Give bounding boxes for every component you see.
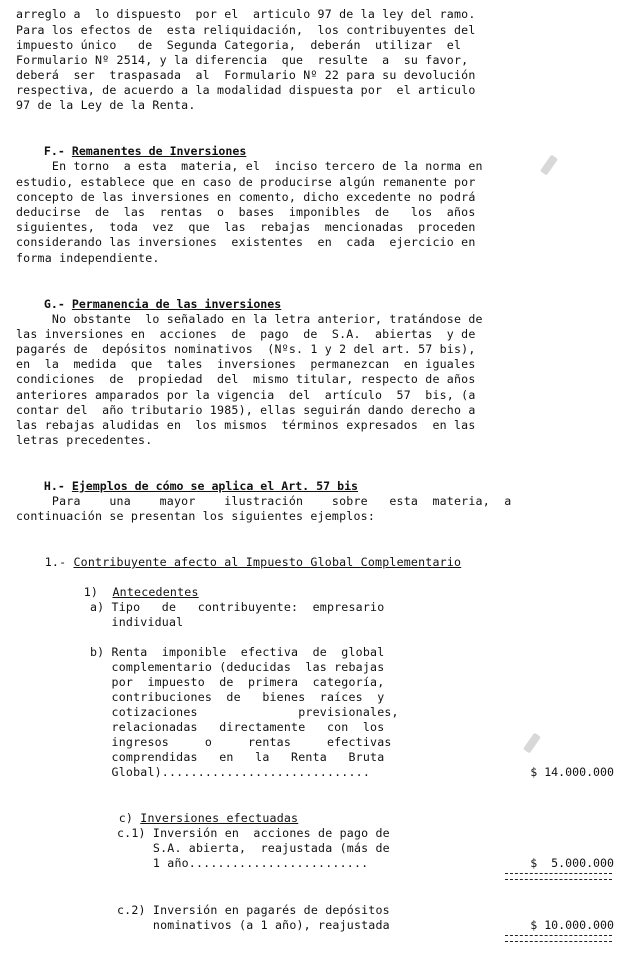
- scan-mark: [523, 733, 541, 754]
- intro-line: 97 de la Ley de la Renta.: [16, 98, 196, 112]
- item-b-line: comprendidas en la Renta Bruta: [90, 750, 385, 764]
- intro-line: respectiva, de acuerdo a la modalidad dispuesta por el articulo: [16, 83, 476, 97]
- section-g-line: pagarés de depósitos nominativos (Nºs. 1 y 2 del art. 57 bis),: [16, 342, 476, 356]
- item-c1-amount: $ 5.000.000: [530, 856, 614, 870]
- intro-line: arreglo a lo dispuesto por el articulo 97 de la ley del ramo.: [16, 7, 476, 21]
- item-b-line: por impuesto de primera categoría,: [90, 675, 385, 689]
- intro-line: deberá ser traspasada al Formulario Nº 22 para su devolución: [16, 68, 476, 82]
- section-f-line: estudio, establece que en caso de producirse algún remanente por: [16, 175, 476, 189]
- section-f-line: concepto de las inversiones en comento, dicho excedente no podrá: [16, 190, 476, 204]
- item-b-line: cotizaciones previsionales,: [90, 705, 399, 719]
- double-underline: [505, 935, 612, 942]
- section-f-line: En torno a esta materia, el inciso tercero de la norma en: [16, 159, 483, 173]
- section-h-line: continuación se presentan los siguientes ejemplos:: [16, 509, 376, 523]
- antecedentes-title: Antecedentes: [112, 585, 199, 599]
- item-b-line: ingresos o rentas efectivas: [90, 735, 392, 749]
- section-g-line: condiciones de propiedad del mismo titular, respecto de años: [16, 372, 476, 386]
- section-g-line: anteriores amparados por la vigencia del artículo 57 bis, (a: [16, 388, 476, 402]
- intro-line: impuesto único de Segunda Categoria, deberán utilizar el: [16, 38, 462, 52]
- item-1-title: Contribuyente afecto al Impuesto Global Complementario: [73, 555, 462, 569]
- section-f-line: siguientes, toda vez que las rebajas mencionadas proceden: [16, 220, 476, 234]
- item-b-line: b) Renta imponible efectiva de global: [90, 645, 385, 659]
- item-c2-line: nominativos (a 1 año), reajustada: [117, 918, 390, 932]
- item-1-number: 1.-: [44, 555, 74, 569]
- intro-line: Para los efectos de esta reliquidación, los contribuyentes del: [16, 23, 476, 37]
- section-g-line: No obstante lo señalado en la letra anterior, tratándose de: [16, 312, 483, 326]
- item-b-amount: $ 14.000.000: [530, 765, 614, 779]
- item-b-line: relacionadas directamente con los: [90, 720, 385, 734]
- item-a-line: individual: [90, 615, 184, 629]
- antecedentes-number: 1): [83, 585, 113, 599]
- item-b-line: Global).............................: [90, 765, 371, 779]
- section-g-title: Permanencia de las inversiones: [71, 297, 282, 311]
- section-f-line: forma independiente.: [16, 251, 160, 265]
- item-b-line: complementario (deducidas las rebajas: [90, 660, 385, 674]
- section-h-number: H.-: [43, 479, 72, 493]
- section-g-line: en la medida que tales inversiones permanezcan en iguales: [16, 357, 476, 371]
- section-h-line: Para una mayor ilustración sobre esta materia, a: [16, 494, 512, 508]
- item-c2-line: c.2) Inversión en pagarés de depósitos: [117, 903, 390, 917]
- inversiones-title: Inversiones efectuadas: [140, 811, 299, 825]
- section-f-line: considerando las inversiones existentes en cada ejercicio en: [16, 235, 476, 249]
- section-g-line: contar del año tributario 1985), ellas seguirán dando derecho a: [16, 403, 476, 417]
- item-b-line: contribuciones de bienes raíces y: [90, 690, 385, 704]
- section-f-number: F.-: [43, 144, 72, 158]
- item-c1-line: c.1) Inversión en acciones de pago de: [117, 826, 390, 840]
- section-f-line: deducirse de las rentas o bases imponibles de los años: [16, 205, 476, 219]
- section-g-line: las rebajas aludidas en los mismos términos expresados en las: [16, 418, 476, 432]
- section-g-line: las inversiones en acciones de pago de S.A. abiertas y de: [16, 327, 476, 341]
- section-g-number: G.-: [43, 297, 72, 311]
- inversiones-number: c): [118, 811, 141, 825]
- item-a-line: a) Tipo de contribuyente: empresario: [90, 600, 385, 614]
- item-c1-line: S.A. abierta, reajustada (más de: [117, 841, 390, 855]
- scan-mark: [540, 155, 558, 176]
- section-f-title: Remanentes de Inversiones: [71, 144, 247, 158]
- intro-line: Formulario Nº 2514, y la diferencia que resulte a su favor,: [16, 53, 469, 67]
- double-underline: [505, 873, 612, 880]
- section-h-title: Ejemplos de cómo se aplica el Art. 57 bis: [71, 479, 359, 493]
- item-c1-line: 1 año.........................: [117, 856, 369, 870]
- item-c2-amount: $ 10.000.000: [530, 918, 614, 932]
- section-g-line: letras precedentes.: [16, 433, 153, 447]
